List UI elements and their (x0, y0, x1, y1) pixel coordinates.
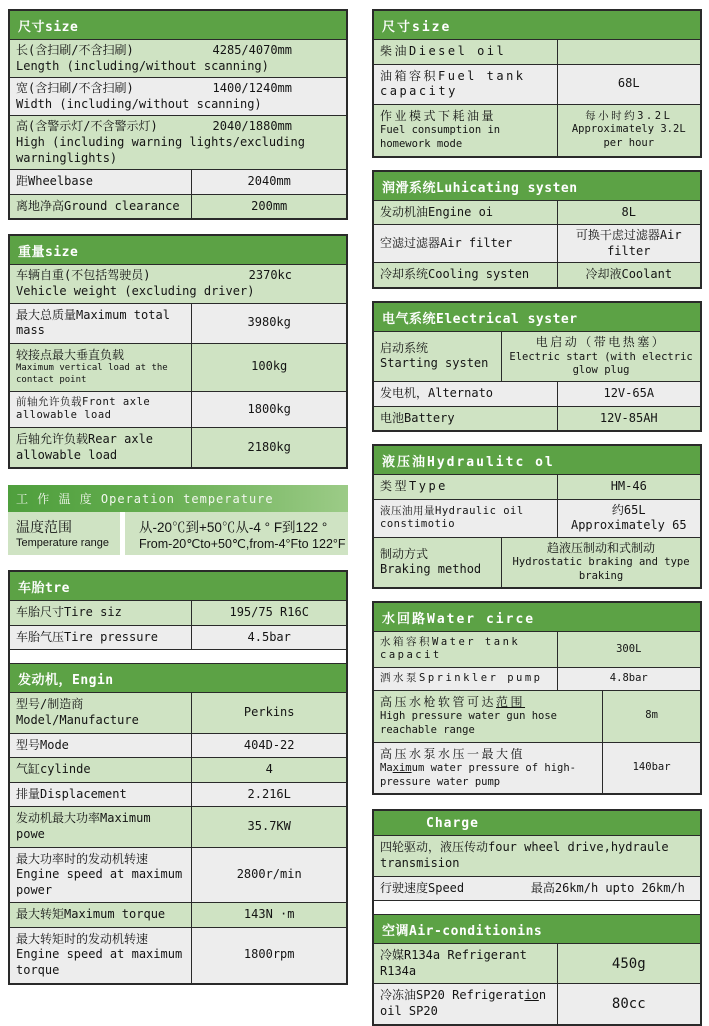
row-value: HM-46 (610, 479, 647, 494)
table-electrical-header: 电气系统Electrical syster (374, 303, 700, 332)
row-label-zh: 最大转矩时的发动机转速 (16, 931, 149, 946)
table-row (10, 903, 346, 928)
row-label-zh: 长(含扫刷/不含扫刷) (16, 43, 134, 57)
row-label-zh: 型号Mode (16, 737, 69, 752)
row-label-zh: 空滤过滤器Air filter (380, 236, 513, 251)
table-weight-header: 重量size (10, 236, 346, 265)
row-label-zh: 最大功率时的发动机转速 (16, 851, 149, 866)
row-value: 可换干虑过滤器Air filter (575, 228, 682, 258)
row-label-en: Width (including/without scanning) (16, 96, 262, 111)
table-water-header: 水回路Water circe (374, 603, 700, 632)
row-value-line1: 电启动（带电热塞） (535, 335, 667, 350)
row-value: 2040mm (247, 174, 291, 189)
row-label-en: Fuel consumption in homework mode (380, 124, 501, 151)
table-lubrication (372, 170, 702, 289)
table-aircon-header: 空调Air-conditionins (374, 914, 700, 944)
table-charge-aircon (372, 809, 702, 1025)
row-value: 4 (265, 762, 273, 777)
table-row (10, 626, 346, 651)
row-label-zh: 行驶速度Speed (380, 880, 465, 895)
table-row (10, 40, 346, 78)
row-label-zh: 车胎尺寸Tire siz (16, 605, 122, 620)
table-row (10, 116, 346, 170)
row-value-line2: Hydrostatic braking and type braking (512, 556, 690, 583)
row-label-zh: 温度范围 (16, 519, 72, 536)
row-label-en: Vehicle weight (excluding driver) (16, 283, 255, 298)
row-value: 4.5bar (247, 629, 291, 644)
row-value: 143N ·m (243, 907, 295, 922)
row-value: 2.216L (247, 786, 291, 801)
table-row (374, 105, 700, 156)
row-value: 450g (611, 955, 646, 972)
row-label-zh: 离地净高Ground clearance (16, 198, 180, 213)
row-label-zh: 电池Battery (380, 410, 455, 425)
row-label-zh: 排量Displacement (16, 786, 127, 801)
row-value: 4.8bar (609, 672, 648, 685)
row-label-zh: 四轮驱动，液压传动four wheel drive,hydraule transmision (380, 840, 669, 871)
table-row (374, 743, 700, 794)
table-electrical (372, 301, 702, 432)
row-value: 80cc (611, 995, 646, 1012)
table-row (374, 225, 700, 263)
row-value: 8m (645, 709, 658, 722)
table-hydraulic (372, 444, 702, 589)
row-value: 200mm (251, 198, 288, 213)
row-label-en: Maximum water pressure of high-pressure water pump (380, 762, 576, 788)
row-value-line1: 从-20℃到+50℃从-4 ° F到122 ° (139, 520, 328, 536)
row-label-zh: 作业模式下耗油量 (380, 108, 497, 123)
table-fuel (372, 9, 702, 158)
table-row (10, 78, 346, 116)
row-value-line1: 趋液压制动和式制动 (547, 540, 656, 555)
table-row (10, 304, 346, 344)
table-row (374, 201, 700, 226)
row-label-en: Maximum vertical load at the contact point (16, 363, 168, 385)
table-row (374, 407, 700, 431)
row-label-zh: 发电机，Alternato (380, 385, 494, 400)
row-value: 1400/1240mm (212, 81, 292, 96)
row-label-zh: 高压水枪软管可达范围 (380, 694, 526, 709)
row-value: 3980kg (247, 315, 291, 330)
row-value: 冷却液Coolant (585, 267, 673, 282)
row-label-en: High pressure water gun hose reachable range (380, 710, 558, 736)
table-row (10, 928, 346, 983)
table-row (10, 783, 346, 808)
table-row (374, 475, 700, 500)
row-label-en: Starting systen (380, 356, 489, 371)
row-label-en: High (including warning lights/excluding warninglights) (16, 134, 305, 165)
table-engine-header: 发动机，Engin (10, 663, 346, 693)
row-value: 140bar (632, 761, 671, 774)
row-label-zh: 冷媒R134a Refrigerant R134a (380, 948, 527, 978)
table-row (374, 500, 700, 538)
row-value: 最高26km/h upto 26km/h (530, 880, 685, 895)
table-dimensions (8, 9, 348, 220)
table-tire-engine (8, 570, 348, 985)
row-value: 195/75 R16C (229, 605, 309, 620)
row-label-zh: 最大总质量Maximum total mass (16, 307, 170, 338)
table-row (374, 538, 700, 587)
row-label-zh: 冷却系统Cooling systen (380, 267, 530, 282)
table-row (10, 758, 346, 783)
row-label-en: Engine speed at maximum power (16, 867, 183, 897)
table-row (10, 344, 346, 392)
table-charge-header: Charge (374, 811, 700, 836)
table-spacer (10, 650, 346, 663)
table-row (10, 601, 346, 626)
row-value: 35.7KW (247, 819, 291, 834)
table-row (374, 984, 700, 1023)
row-label-zh: 洒水泵Sprinkler pump (380, 672, 543, 685)
row-value: 12V-65A (603, 385, 655, 400)
row-value-line2: Approximately 3.2L per hour (571, 123, 686, 150)
row-value: 8L (621, 204, 636, 219)
table-dimensions-header: 尺寸size (10, 11, 346, 40)
table-row (10, 734, 346, 759)
row-label-zh: 车胎气压Tire pressure (16, 629, 158, 644)
row-value: 2370kc (248, 268, 292, 283)
table-temperature (8, 485, 348, 555)
row-value: 100kg (251, 359, 288, 374)
row-label-zh: 液压油用量Hydraulic oil constimotio (380, 504, 524, 531)
row-value: 2040/1880mm (212, 119, 292, 134)
row-label-zh: 发动机油Engine oi (380, 204, 494, 219)
table-row (10, 170, 346, 195)
table-row (374, 944, 700, 984)
table-fuel-header: 尺寸size (374, 11, 700, 40)
row-value: 约65L Approximately 65 (570, 502, 687, 533)
table-row (10, 428, 346, 467)
table-water (372, 601, 702, 796)
table-row (374, 332, 700, 382)
row-label-zh: 制动方式 (380, 546, 429, 561)
table-row (374, 632, 700, 668)
row-value-line2: From-20℃to+50℃,from-4°Fto 122°F (139, 537, 346, 552)
table-row (374, 382, 700, 407)
row-value: 1800kg (247, 401, 291, 416)
row-value: 2180kg (247, 439, 291, 454)
row-label-zh: 前轴允许负载Front axle allowable load (16, 395, 151, 422)
row-label-zh: 发动机最大功率Maximum powe (16, 811, 151, 841)
right-column (372, 9, 702, 1026)
row-label-zh: 柴油Diesel oil (380, 44, 507, 58)
row-label-zh: 较接点最大垂直负载 (16, 347, 125, 362)
row-label-en: Braking method (380, 562, 482, 577)
table-row (10, 807, 346, 847)
table-row (374, 691, 700, 743)
row-value: 12V-85AH (599, 410, 658, 425)
row-value: 300L (616, 642, 642, 655)
table-row (374, 877, 700, 902)
table-lubrication-header: 润滑系统Luhicating systen (374, 172, 700, 201)
row-label-en: Length (including/without scanning) (16, 58, 269, 73)
table-weight (8, 234, 348, 469)
left-column (8, 9, 348, 1026)
row-label-zh: 型号/制造商Model/Manufacture (16, 697, 139, 727)
table-temperature-header: 工 作 温 度 Operation temperature (8, 485, 348, 512)
row-label-zh: 冷冻油SP20 Refrigeration oil SP20 (380, 988, 547, 1018)
row-label-zh: 最大转矩Maximum torque (16, 907, 166, 922)
row-value-line2: Electric start (with electric glow plug (509, 350, 693, 377)
table-row (10, 848, 346, 904)
row-label-zh: 气缸cylinde (16, 762, 91, 777)
row-label-en: Temperature range (16, 537, 109, 550)
row-label-zh: 高(含警示灯/不含警示灯) (16, 119, 158, 134)
table-row (10, 195, 346, 219)
row-label-en: Engine speed at maximum torque (16, 947, 183, 978)
row-value: Perkins (243, 705, 295, 720)
table-spacer (374, 901, 700, 914)
row-value: 2800r/min (236, 867, 302, 882)
row-value: 404D-22 (243, 737, 295, 752)
row-label-zh: 油箱容积Fuel tank capacity (380, 68, 526, 99)
row-label-zh: 启动系统 (380, 340, 429, 355)
row-label-zh: 车辆自重(不包括驾驶员) (16, 268, 151, 283)
table-row (10, 392, 346, 428)
row-label-zh: 水箱容积Water tank capacit (380, 635, 521, 662)
table-tire-header: 车胎tre (10, 572, 346, 601)
table-row (8, 512, 348, 555)
row-label-zh: 宽(含扫刷/不含扫刷) (16, 81, 134, 96)
row-value: 1800rpm (243, 947, 295, 962)
table-row (374, 263, 700, 287)
table-row (374, 65, 700, 105)
row-label-zh: 高压水泵水压一最大值 (380, 746, 526, 761)
row-label-zh: 类型Type (380, 479, 448, 494)
table-hydraulic-header: 液压油Hydraulitc ol (374, 446, 700, 475)
row-value: 68L (617, 76, 640, 91)
table-row (374, 668, 700, 691)
table-row (10, 693, 346, 733)
row-label-zh: 后轴允许负载Rear axle allowable load (16, 431, 154, 462)
row-label-zh: 距Wheelbase (16, 174, 94, 189)
table-row (10, 265, 346, 303)
row-value-line1: 每小时约3.2L (585, 109, 673, 122)
table-row (374, 40, 700, 65)
row-value: 4285/4070mm (212, 43, 292, 57)
table-row (374, 836, 700, 876)
